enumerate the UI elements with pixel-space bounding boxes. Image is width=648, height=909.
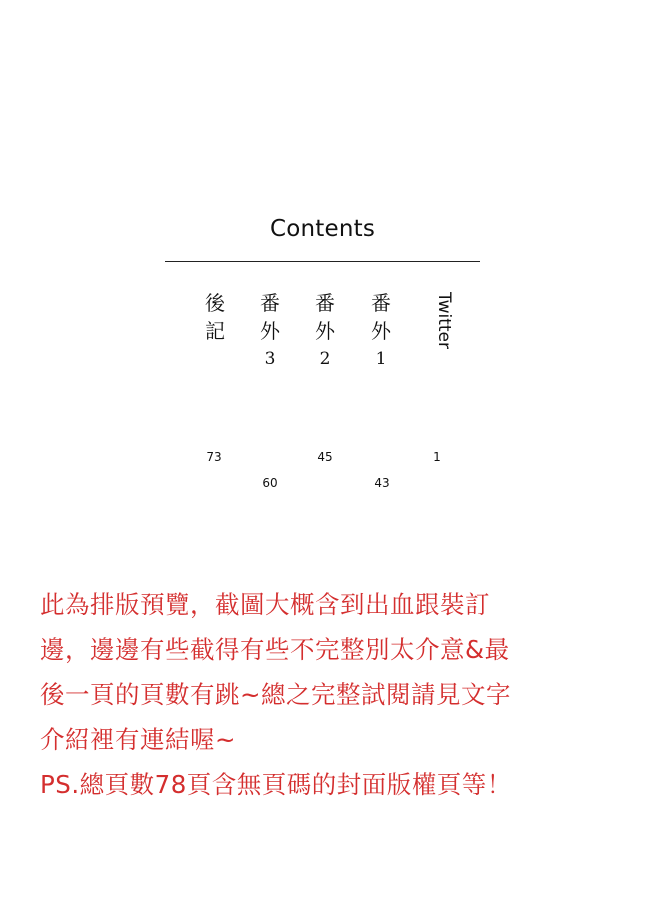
toc-entry-char: 番 bbox=[315, 291, 335, 315]
preview-note bbox=[40, 582, 600, 807]
toc-page-extra-3: 60 bbox=[262, 476, 278, 490]
toc-entry-afterword bbox=[200, 289, 230, 345]
note-line: PS.總頁數78頁含無頁碼的封面版權頁等！ bbox=[40, 770, 512, 799]
toc-page-twitter: 1 bbox=[433, 450, 441, 464]
toc-entry-char: 外 bbox=[315, 319, 335, 343]
note-line: 此為排版預覽，截圖大概含到出血跟裝訂 bbox=[40, 590, 490, 619]
toc-entry-char: 番 bbox=[371, 291, 391, 315]
toc-entry-char: 番 bbox=[260, 291, 280, 315]
toc-entry-char: 外 bbox=[371, 319, 391, 343]
toc-entry-extra-2 bbox=[310, 289, 340, 373]
toc-entry-number: 2 bbox=[319, 349, 331, 369]
toc-entry-char: 後 bbox=[205, 291, 225, 315]
toc-page-afterword: 73 bbox=[206, 450, 222, 464]
toc-entry-number: 1 bbox=[375, 349, 387, 369]
toc-entry-twitter: Twitter bbox=[434, 292, 454, 349]
note-line: 後一頁的頁數有跳~總之完整試閱請見文字 bbox=[40, 680, 512, 709]
toc-divider bbox=[165, 261, 480, 262]
toc-entry-char: 外 bbox=[260, 319, 280, 343]
toc-title: Contents bbox=[269, 216, 376, 242]
note-line: 介紹裡有連結喔~ bbox=[40, 725, 237, 754]
toc-entry-number: 3 bbox=[264, 349, 276, 369]
toc-entry-extra-1 bbox=[366, 289, 396, 373]
toc-entry-extra-3 bbox=[255, 289, 285, 373]
toc-page-extra-2: 45 bbox=[317, 450, 333, 464]
toc-page-extra-1: 43 bbox=[374, 476, 390, 490]
note-line: 邊，邊邊有些截得有些不完整別太介意&最 bbox=[40, 635, 510, 664]
toc-entry-char: 記 bbox=[205, 319, 225, 343]
